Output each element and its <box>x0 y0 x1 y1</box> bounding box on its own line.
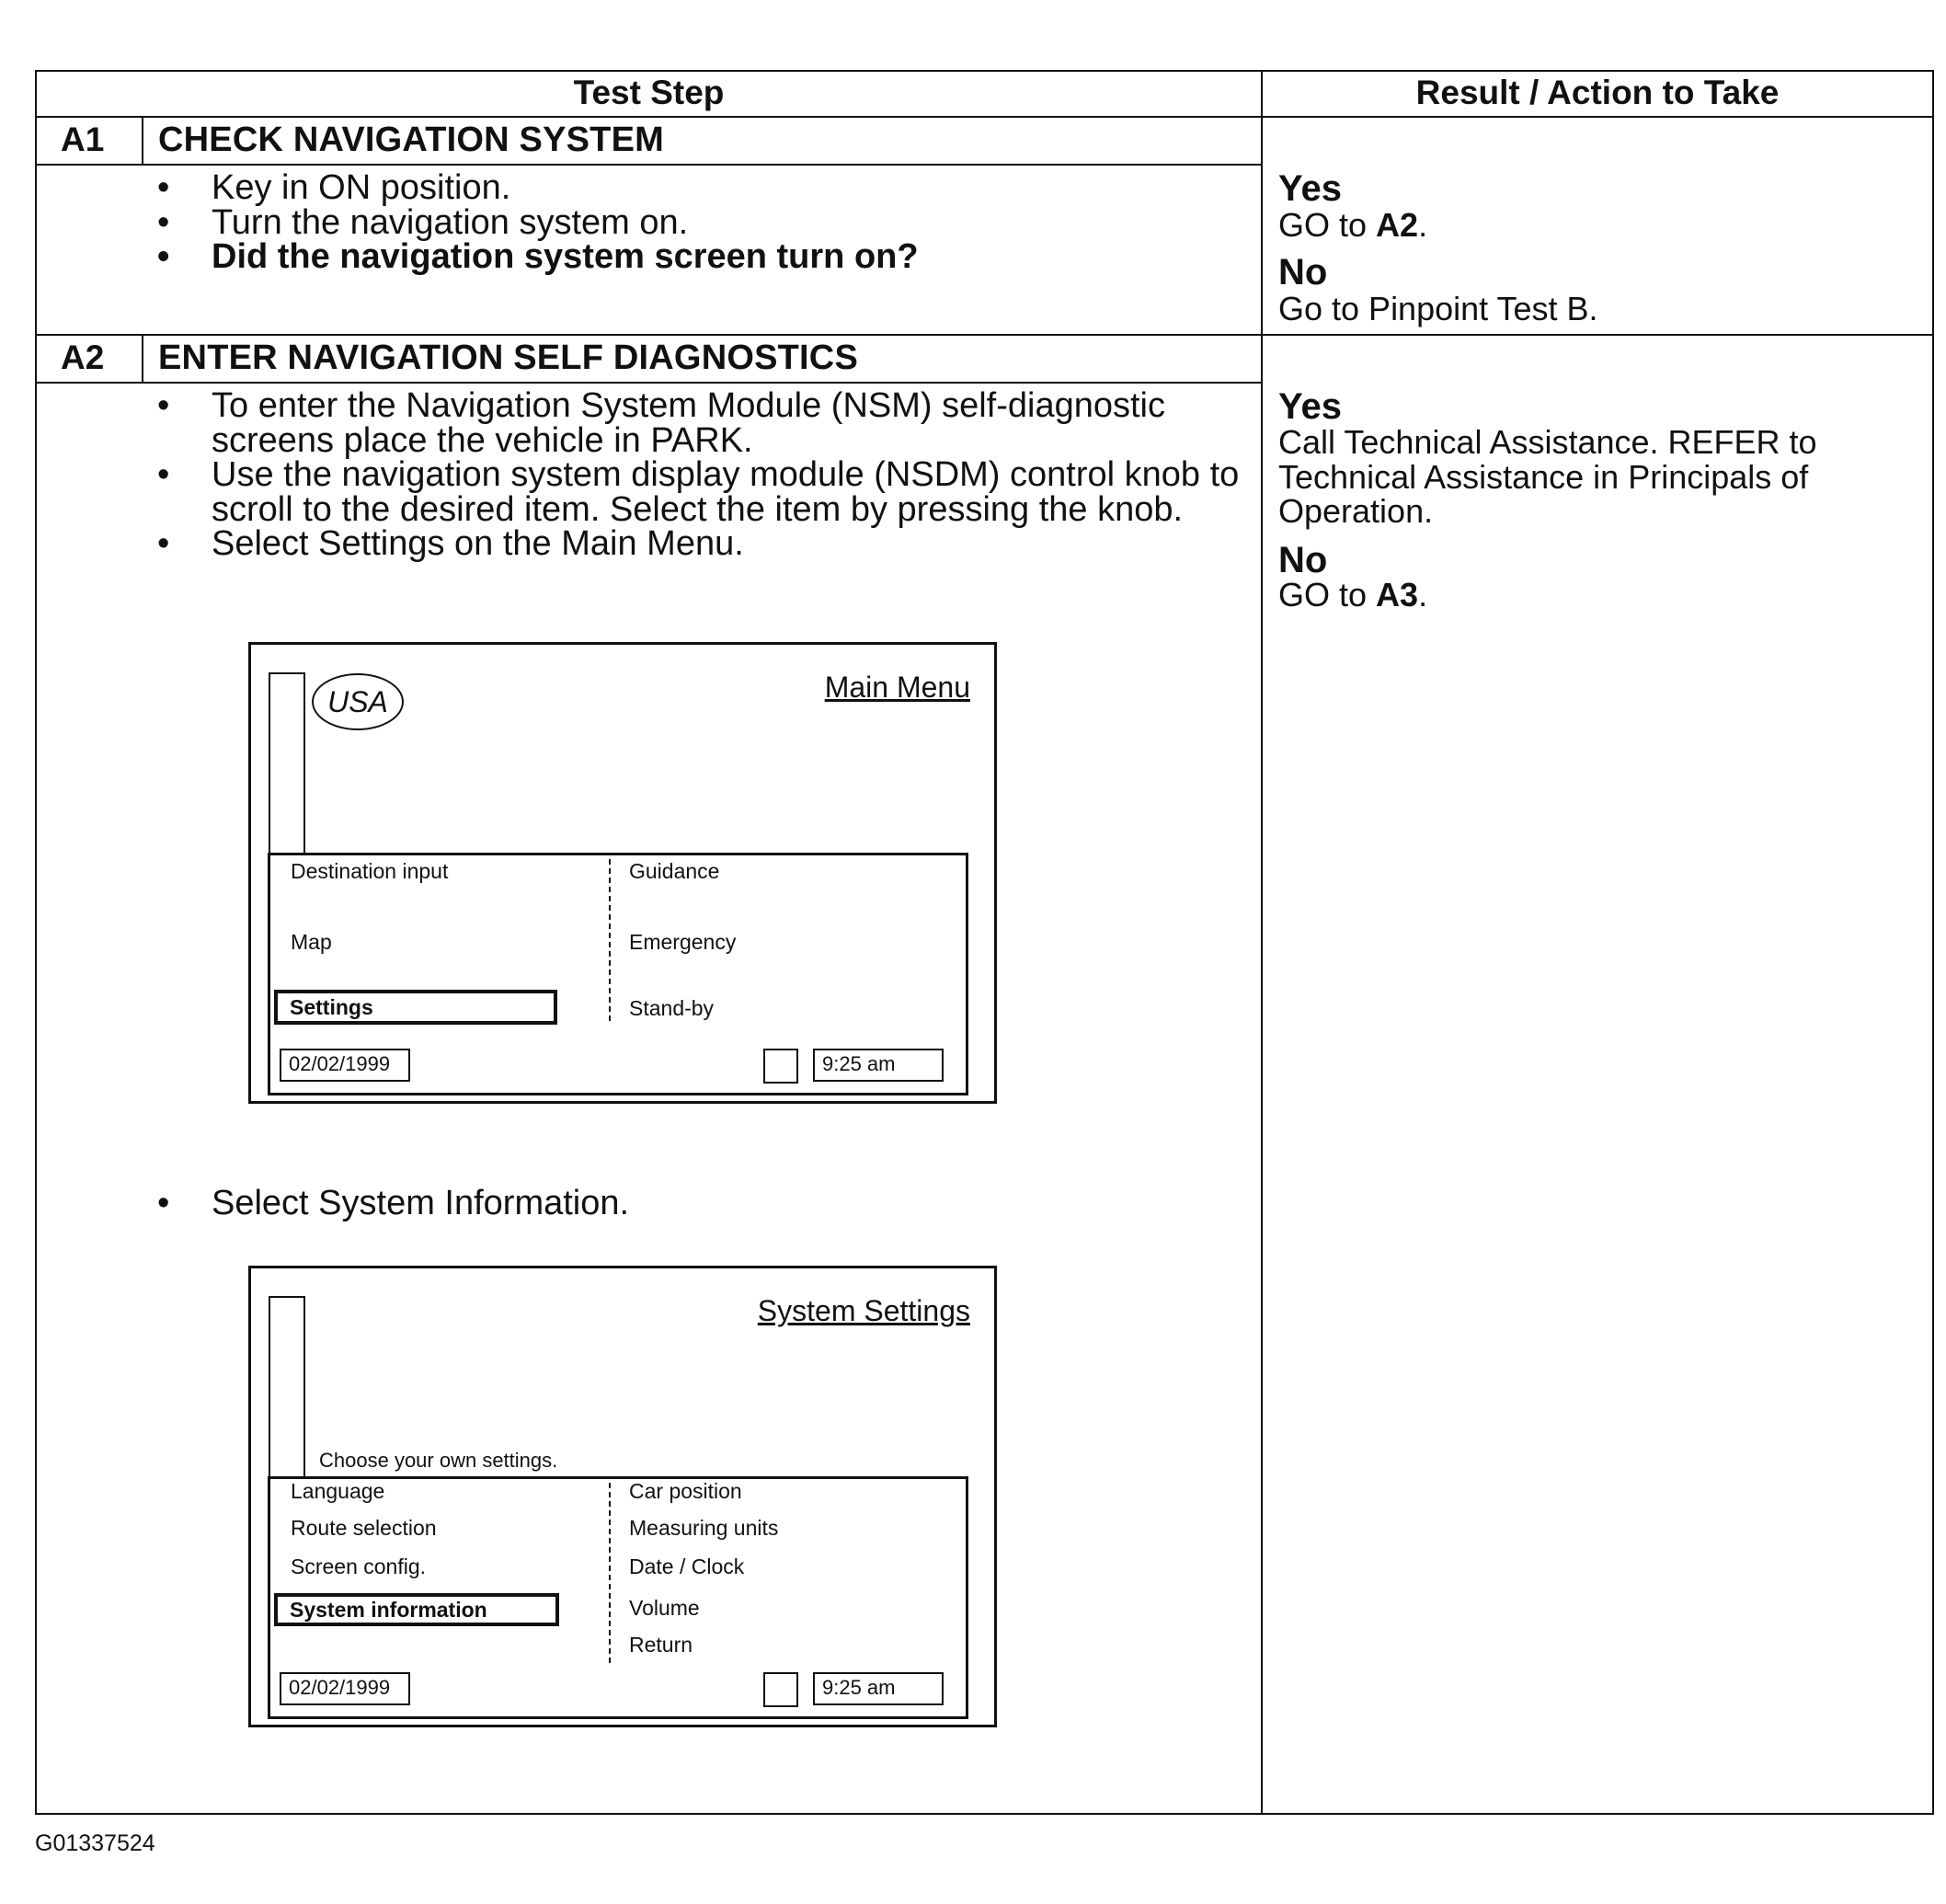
a2-yes-label: Yes <box>1278 386 1342 427</box>
usa-badge: USA <box>312 673 404 730</box>
menu-item-screen-config[interactable]: Screen config. <box>291 1554 427 1578</box>
time-display: 9:25 am <box>813 1672 944 1705</box>
menu-item-system-information[interactable]: System information <box>274 1593 559 1626</box>
list-item: • Did the navigation system screen turn on? <box>37 240 1251 275</box>
a1-no-action: Go to Pinpoint Test B. <box>1278 290 1598 327</box>
date-display: 02/02/1999 <box>280 1049 410 1082</box>
a2-no-ref: A3 <box>1376 576 1419 614</box>
status-box <box>763 1049 798 1084</box>
main-menu-title: Main Menu <box>824 671 970 704</box>
menu-item-date-clock[interactable]: Date / Clock <box>629 1554 745 1578</box>
main-menu-screen <box>248 642 997 1104</box>
a1-yes-action <box>1278 208 1427 243</box>
system-settings-title: System Settings <box>757 1294 970 1327</box>
step-a2-bullets-2 <box>37 1184 1251 1222</box>
header-test-step: Test Step <box>573 74 725 111</box>
a1-yes-text: GO to <box>1278 206 1368 244</box>
menu-item-destination-input[interactable]: Destination input <box>291 859 449 883</box>
a2-no-text: GO to <box>1278 576 1368 614</box>
a1-yes-ref: A2 <box>1376 206 1419 244</box>
menu-item-emergency[interactable]: Emergency <box>629 930 737 954</box>
list-item: • Select System Information. <box>37 1187 1251 1222</box>
status-box <box>763 1672 798 1707</box>
step-a1-bullets <box>37 168 1251 276</box>
screen-side-tab <box>269 1296 305 1478</box>
menu-item-language[interactable]: Language <box>291 1479 385 1503</box>
menu-item-car-position[interactable]: Car position <box>629 1479 742 1503</box>
step-title-a1: CHECK NAVIGATION SYSTEM <box>158 120 664 159</box>
menu-item-route-selection[interactable]: Route selection <box>291 1516 437 1540</box>
menu-item-stand-by[interactable]: Stand-by <box>629 996 715 1020</box>
date-display: 02/02/1999 <box>280 1672 410 1705</box>
a2-no-label: No <box>1278 540 1328 580</box>
header-result-action: Result / Action to Take <box>1415 74 1780 111</box>
menu-item-volume[interactable]: Volume <box>629 1596 700 1620</box>
a2-no-action <box>1278 578 1427 613</box>
list-item: • Select Settings on the Main Menu. <box>37 527 1251 562</box>
list-item: • Turn the navigation system on. <box>37 206 1251 241</box>
list-item: • Use the navigation system display module (NSDM) control knob to scroll to the desired item. Select the item by pressing the knob. <box>37 458 1251 527</box>
menu-item-map[interactable]: Map <box>291 930 332 954</box>
menu-item-settings[interactable]: Settings <box>274 990 557 1025</box>
menu-item-guidance[interactable]: Guidance <box>629 859 720 883</box>
a2-yes-action: Call Technical Assistance. REFER to Technical Assistance in Principals of Operation. <box>1278 423 1817 530</box>
step-id-a2: A2 <box>61 338 105 376</box>
screen-side-tab <box>269 672 305 855</box>
figure-code: G01337524 <box>35 1830 155 1856</box>
settings-prompt: Choose your own settings. <box>319 1449 558 1472</box>
system-settings-screen <box>248 1266 997 1727</box>
system-settings-panel <box>268 1476 968 1719</box>
list-item: • To enter the Navigation System Module (NSM) self-diagnostic screens place the vehicle in PARK. <box>37 389 1251 458</box>
menu-divider <box>609 1483 611 1663</box>
a1-no-label: No <box>1278 252 1328 292</box>
list-item: • Key in ON position. <box>37 171 1251 206</box>
a1-yes-label: Yes <box>1278 168 1342 209</box>
menu-item-measuring-units[interactable]: Measuring units <box>629 1516 779 1540</box>
main-menu-panel <box>268 853 968 1095</box>
step-a2-bullets <box>37 386 1251 563</box>
time-display: 9:25 am <box>813 1049 944 1082</box>
step-id-a1: A1 <box>61 120 105 158</box>
a1-yes-suffix: . <box>1418 206 1428 244</box>
step-title-a2: ENTER NAVIGATION SELF DIAGNOSTICS <box>158 338 858 377</box>
a2-no-suffix: . <box>1418 576 1428 614</box>
menu-item-return[interactable]: Return <box>629 1633 693 1657</box>
menu-divider <box>609 859 611 1021</box>
